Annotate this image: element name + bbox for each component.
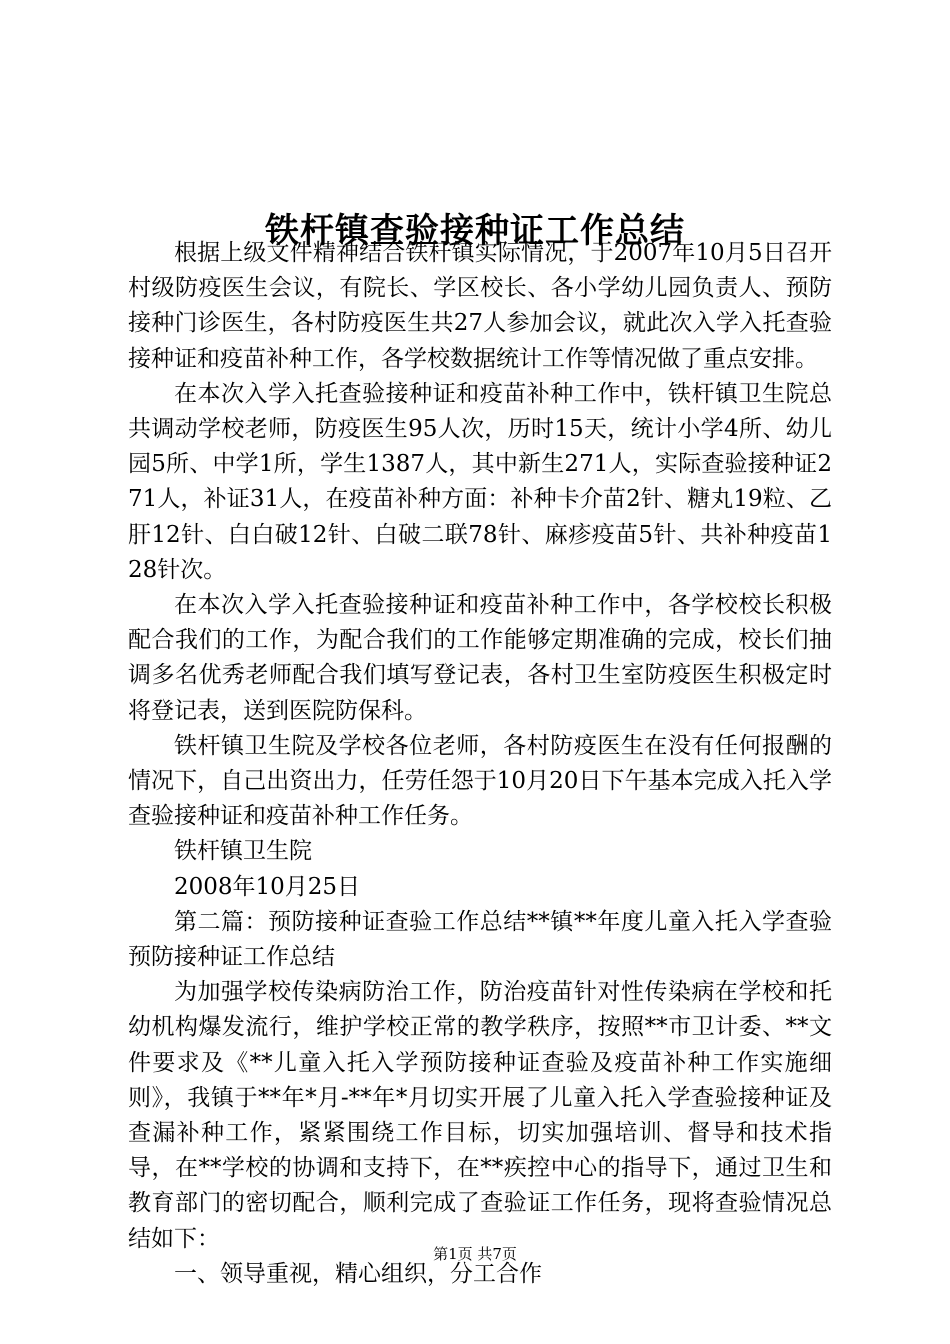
document-title: 铁杆镇查验接种证工作总结 [265, 210, 685, 251]
paragraph-meeting: 根据上级文件精神结合铁杆镇实际情况，于2007年10月5日召开村级防疫医生会议，有院长、学区校长、各小学幼儿园负责人、预防接种门诊医生，各村防疫医生共27人参加会议，就此次入学入托查验接种证和疫苗补种工作，各学校数据统计工作等情况做了重点安排。 [128, 240, 832, 372]
section-heading-leadership: 一、领导重视，精心组织，分工合作 [174, 1260, 542, 1287]
document-body [128, 236, 832, 1292]
paragraph-completion: 铁杆镇卫生院及学校各位老师，各村防疫医生在没有任何报酬的情况下，自己出资出力，任劳任怨于10月20日下午基本完成入托入学查验接种证和疫苗补种工作任务。 [128, 732, 832, 830]
paragraph-statistics: 在本次入学入托查验接种证和疫苗补种工作中，铁杆镇卫生院总共调动学校老师，防疫医生95人次，历时15天，统计小学4所、幼儿园5所、中学1所，学生1387人，其中新生271人，实际查验接种证271人，补证31人，在疫苗补种方面：补种卡介苗2针、糖丸19粒、乙肝12针、白白破12针、白破二联78针、麻疹疫苗5针、共补种疫苗128针次。 [128, 380, 832, 583]
paragraph-cooperation: 在本次入学入托查验接种证和疫苗补种工作中，各学校校长积极配合我们的工作，为配合我们的工作能够定期准确的完成，校长们抽调多名优秀老师配合我们填写登记表，各村卫生室防疫医生积极定时将登记表，送到医院防保科。 [128, 592, 832, 724]
signature-organization: 铁杆镇卫生院 [174, 838, 312, 865]
page-footer: 第1页 共7页 [433, 1245, 517, 1263]
second-article-heading: 第二篇：预防接种证查验工作总结**镇**年度儿童入托入学查验预防接种证工作总结 [128, 908, 832, 971]
signature-date: 2008年10月25日 [174, 873, 361, 900]
paragraph-introduction: 为加强学校传染病防治工作，防治疫苗针对性传染病在学校和托幼机构爆发流行，维护学校正常的教学秩序，按照**市卫计委、**文件要求及《**儿童入托入学预防接种证查验及疫苗补种工作实施细则》，我镇于**年*月-**年*月切实开展了儿童入托入学查验接种证及查漏补种工作，紧紧围绕工作目标，切实加强培训、督导和技术指导，在**学校的协调和支持下，在**疾控中心的指导下，通过卫生和教育部门的密切配合，顺利完成了查验证工作任务，现将查验情况总结如下： [128, 979, 832, 1252]
